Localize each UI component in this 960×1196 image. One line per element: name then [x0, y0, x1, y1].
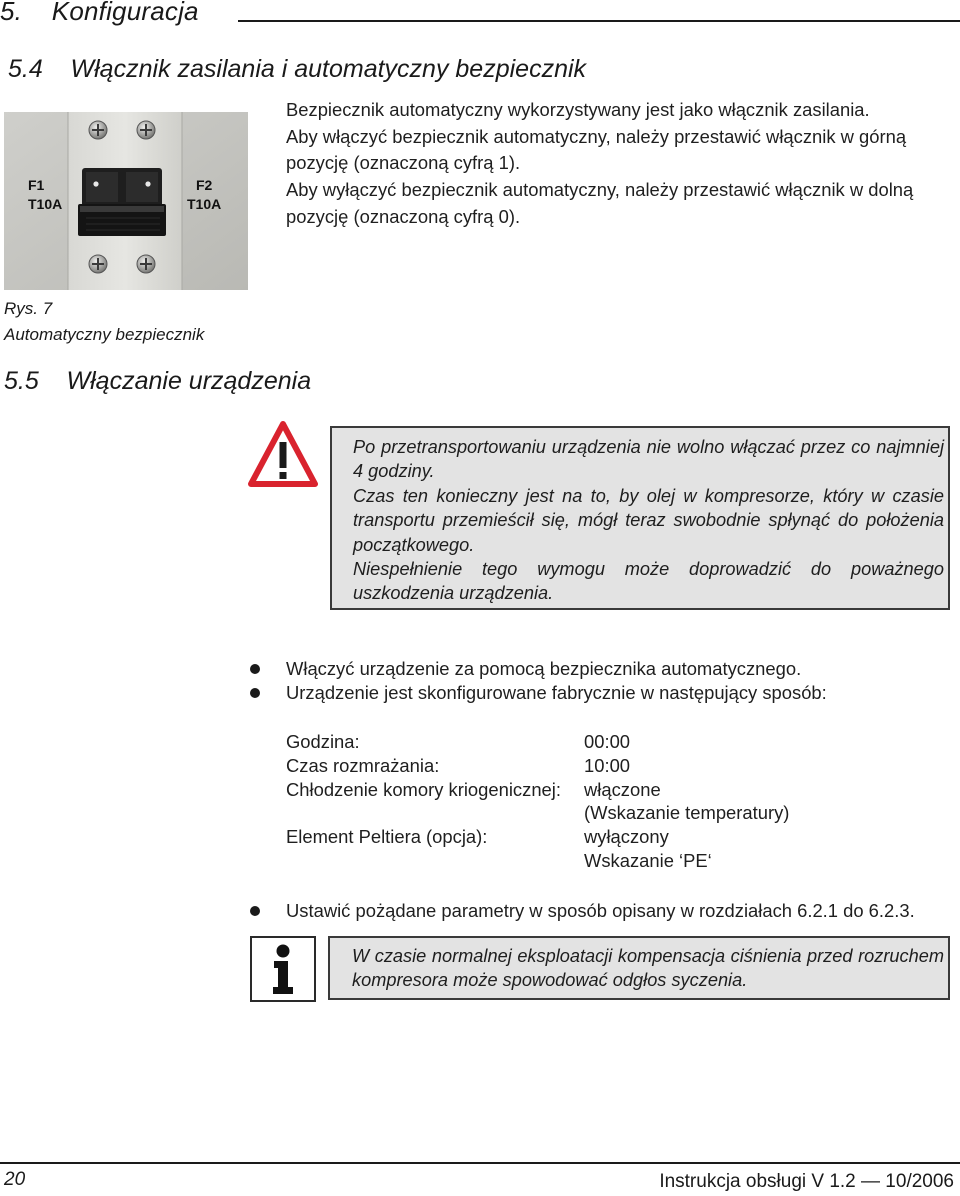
screw-icon — [89, 255, 107, 273]
screw-icon — [137, 121, 155, 139]
info-note-text: W czasie normalnej eksploatacji kompensacja ciśnienia przed rozruchem kompresora może spowodować odgłos syczenia. — [352, 946, 944, 991]
settings-row — [286, 754, 789, 778]
settings-label — [286, 801, 584, 825]
bullet-item: Urządzenie jest skonfigurowane fabrycznie w następujący sposób: — [286, 682, 827, 703]
figure-number: Rys. 7 — [4, 299, 53, 318]
warning-box — [330, 426, 950, 610]
fuse-rating-f1: T10A — [28, 196, 63, 212]
fuse-rating-f2: T10A — [187, 196, 222, 212]
bullet-icon — [250, 664, 260, 674]
settings-value: wyłączony — [584, 826, 669, 848]
warning-text: Po przetransportowaniu urządzenia nie wolno włączać przez co najmniej 4 godziny. — [353, 437, 944, 482]
section-heading: 5.4 Włącznik zasilania i automatyczny bezpiecznik — [8, 55, 587, 83]
info-icon — [250, 936, 316, 1002]
intro-line: Aby wyłączyć bezpiecznik automatyczny, należy przestawić włącznik w dolną — [286, 179, 914, 201]
intro-paragraph — [286, 97, 960, 231]
intro-line: pozycję (oznaczoną cyfrą 1). — [286, 152, 521, 174]
settings-value: 00:00 — [584, 731, 631, 752]
settings-value: Wskazanie ‘PE‘ — [584, 849, 712, 871]
settings-row — [286, 849, 789, 873]
document-title: Instrukcja obsługi V 1.2 — 10/2006 — [659, 1171, 954, 1192]
settings-label: Godzina: — [286, 731, 360, 752]
warning-text: Niespełnienie tego wymogu może doprowadzić do poważnego uszkodzenia urządzenia. — [353, 559, 944, 604]
chapter-heading: 5. Konfiguracja — [0, 0, 199, 26]
settings-row — [286, 778, 789, 802]
bullet-item: Ustawić pożądane parametry w sposób opisany w rozdziałach 6.2.1 do 6.2.3. — [286, 900, 915, 921]
intro-line: Bezpiecznik automatyczny wykorzystywany jest jako włącznik zasilania. — [286, 99, 870, 120]
info-note-box — [328, 936, 950, 1000]
settings-value: 10:00 — [584, 754, 631, 776]
settings-row — [286, 730, 789, 754]
screw-icon — [137, 255, 155, 273]
factory-settings-table — [286, 730, 789, 873]
intro-line: Aby włączyć bezpiecznik automatyczny, należy przestawić włącznik w górną — [286, 125, 907, 147]
settings-row — [286, 801, 789, 825]
bullet-icon — [250, 906, 260, 916]
circuit-breaker-photo — [4, 112, 248, 290]
fuse-label-f2: F2 — [196, 177, 213, 193]
intro-line: pozycję (oznaczoną cyfrą 0). — [286, 205, 521, 227]
bullet-item: Włączyć urządzenie za pomocą bezpiecznika automatycznego. — [286, 658, 802, 679]
settings-value: włączone — [584, 778, 661, 800]
settings-label — [286, 849, 584, 873]
settings-label: Chłodzenie komory kriogenicznej: — [286, 778, 561, 800]
settings-value: (Wskazanie temperatury) — [584, 802, 790, 824]
settings-row — [286, 825, 789, 849]
figure-caption — [4, 296, 204, 348]
fuse-label-f1: F1 — [28, 177, 45, 193]
page-number: 20 — [4, 1169, 26, 1190]
warning-text: Czas ten konieczny jest na to, by olej w kompresorze, który w czasie transportu przemieścił się, mógł teraz swobodnie spłynąć do położenia początkowego. — [353, 485, 944, 555]
warning-triangle-icon — [248, 420, 318, 488]
screw-icon — [89, 121, 107, 139]
settings-label: Element Peltiera (opcja): — [286, 826, 488, 848]
bullet-icon — [250, 688, 260, 698]
footer-rule — [0, 1162, 960, 1164]
section-heading-5-5: 5.5 Włączanie urządzenia — [4, 367, 312, 395]
figure-title: Automatyczny bezpiecznik — [4, 325, 205, 344]
settings-label: Czas rozmrażania: — [286, 754, 440, 776]
chapter-rule — [238, 20, 960, 22]
